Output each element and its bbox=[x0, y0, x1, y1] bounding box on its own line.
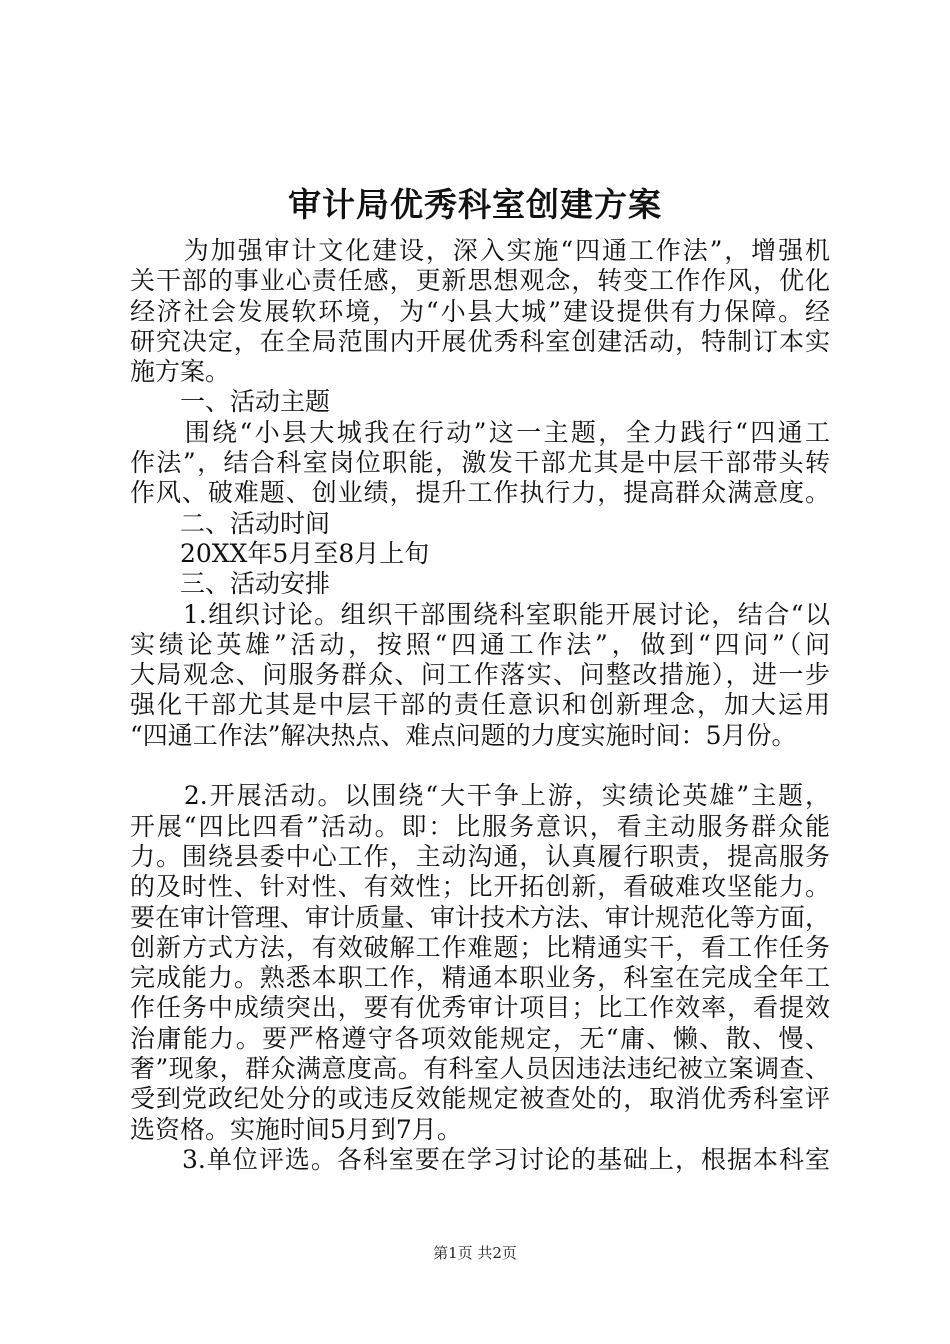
body-line: 强化干部尤其是中层干部的责任意识和创新理念，加大运用 bbox=[130, 690, 830, 720]
body-line: 二、活动时间 bbox=[130, 508, 331, 538]
body-line: 三、活动安排 bbox=[130, 569, 331, 599]
body-line: 施方案。 bbox=[130, 357, 231, 387]
body-line: 大局观念、问服务群众、问工作落实、问整改措施），进一步 bbox=[130, 660, 830, 690]
body-line: “四通工作法”解决热点、难点问题的力度实施时间：5月份。 bbox=[130, 720, 797, 750]
body-line: 创新方式方法，有效破解工作难题；比精通实干，看工作任务 bbox=[130, 932, 830, 962]
body-line: 实绩论英雄”活动，按照“四通工作法”，做到“四问”（问 bbox=[130, 629, 830, 659]
body-line: 治庸能力。要严格遵守各项效能规定，无“庸、懒、散、慢、 bbox=[130, 1023, 830, 1053]
body-line: 完成能力。熟悉本职工作，精通本职业务，科室在完成全年工 bbox=[130, 963, 830, 993]
body-line: 力。围绕县委中心工作，主动沟通，认真履行职责，提高服务 bbox=[130, 841, 830, 871]
body-line: 作风、破难题、创业绩，提升工作执行力，提高群众满意度。 bbox=[130, 478, 830, 508]
page-footer: 第1页 共2页 bbox=[433, 1244, 517, 1262]
body-line: 作任务中成绩突出，要有优秀审计项目；比工作效率，看提效 bbox=[130, 993, 830, 1023]
body-line: 经济社会发展软环境，为“小县大城”建设提供有力保障。经 bbox=[130, 296, 830, 326]
body-line: 2.开展活动。以围绕“大干争上游，实绩论英雄”主题， bbox=[130, 781, 830, 811]
body-line: 1.组织讨论。组织干部围绕科室职能开展讨论，结合“以 bbox=[130, 599, 830, 629]
body-line: 选资格。实施时间5月到7月。 bbox=[130, 1114, 462, 1144]
body-line: 的及时性、针对性、有效性；比开拓创新，看破难攻坚能力。 bbox=[130, 872, 830, 902]
body-line: 关干部的事业心责任感，更新思想观念，转变工作作风，优化 bbox=[130, 266, 830, 296]
body-line: 受到党政纪处分的或违反效能规定被查处的，取消优秀科室评 bbox=[130, 1084, 830, 1114]
blank-line bbox=[130, 751, 830, 781]
body-line: 奢”现象，群众满意度高。有科室人员因违法违纪被立案调查、 bbox=[130, 1054, 830, 1084]
body-line: 研究决定，在全局范围内开展优秀科室创建活动，特制订本实 bbox=[130, 326, 830, 356]
body-line: 20XX年5月至8月上旬 bbox=[130, 538, 430, 568]
body-line: 围绕“小县大城我在行动”这一主题，全力践行“四通工 bbox=[130, 417, 830, 447]
document-title: 审计局优秀科室创建方案 bbox=[288, 185, 662, 224]
body-line: 开展“四比四看”活动。即：比服务意识，看主动服务群众能 bbox=[130, 811, 830, 841]
body-line: 一、活动主题 bbox=[130, 387, 331, 417]
body-line: 要在审计管理、审计质量、审计技术方法、审计规范化等方面， bbox=[130, 902, 831, 932]
body-line: 为加强审计文化建设，深入实施“四通工作法”，增强机 bbox=[130, 236, 830, 265]
body-line: 3.单位评选。各科室要在学习讨论的基础上，根据本科室 bbox=[130, 1144, 830, 1174]
body-line: 作法”，结合科室岗位职能，激发干部尤其是中层干部带头转 bbox=[130, 448, 830, 478]
document-body bbox=[130, 236, 830, 1175]
